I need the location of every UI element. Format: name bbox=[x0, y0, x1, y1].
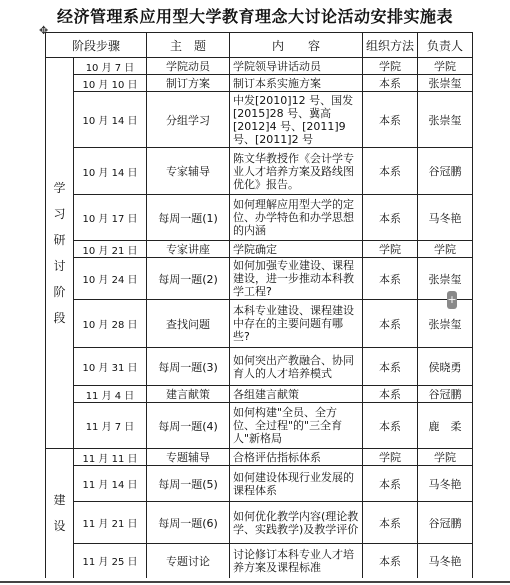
theme-cell: 每周一题(1) bbox=[147, 195, 230, 241]
content-cell: 陈文华教授作《会计学专业人才培养方案及路线图优化》报告。 bbox=[230, 148, 363, 195]
table-row bbox=[46, 92, 473, 148]
owner-cell: 张崇玺 bbox=[418, 75, 473, 92]
table-row bbox=[46, 544, 473, 578]
table-row bbox=[46, 75, 473, 92]
document-title: 经济管理系应用型大学教育理念大讨论活动安排实施表 bbox=[56, 7, 453, 26]
content-cell: 如何理解应用型大学的定位、办学特色和办学思想的内涵 bbox=[230, 195, 363, 241]
theme-cell: 专家讲座 bbox=[147, 241, 230, 258]
theme-cell: 制订方案 bbox=[147, 75, 230, 92]
content-cell: 如何加强专业建设、课程建设，进一步推动本科教学工程? bbox=[230, 258, 363, 300]
table-row bbox=[46, 502, 473, 544]
table-row bbox=[46, 258, 473, 300]
org-cell: 本系 bbox=[363, 75, 418, 92]
date-cell: 11 月 4 日 bbox=[74, 386, 147, 403]
theme-cell: 专家辅导 bbox=[147, 148, 230, 195]
org-cell: 本系 bbox=[363, 300, 418, 348]
table-row bbox=[46, 386, 473, 403]
org-cell: 本系 bbox=[363, 502, 418, 544]
date-cell: 11 月 11 日 bbox=[74, 449, 147, 466]
table-row bbox=[46, 348, 473, 386]
date-cell: 10 月 24 日 bbox=[74, 258, 147, 300]
owner-cell: 张崇玺 bbox=[418, 92, 473, 148]
owner-cell: 张崇玺 bbox=[418, 300, 473, 348]
content-cell: 本科专业建设、课程建设中存在的主要问题有哪些? bbox=[230, 300, 363, 348]
date-cell: 10 月 21 日 bbox=[74, 241, 147, 258]
theme-cell: 每周一题(4) bbox=[147, 403, 230, 449]
content-cell: 如何构建"全员、全方位、全过程"的"三全育人"新格局 bbox=[230, 403, 363, 449]
header-content: 内 容 bbox=[230, 33, 363, 58]
owner-cell: 侯晓勇 bbox=[418, 348, 473, 386]
content-cell: 学院领导讲话动员 bbox=[230, 58, 363, 75]
org-cell: 本系 bbox=[363, 258, 418, 300]
page-bottom-edge bbox=[0, 581, 510, 583]
org-cell: 本系 bbox=[363, 403, 418, 449]
owner-cell: 谷冠鹏 bbox=[418, 148, 473, 195]
owner-cell: 鹿 柔 bbox=[418, 403, 473, 449]
owner-cell: 学院 bbox=[418, 241, 473, 258]
table-row bbox=[46, 241, 473, 258]
table-row bbox=[46, 403, 473, 449]
theme-cell: 建言献策 bbox=[147, 386, 230, 403]
content-cell: 各组建言献策 bbox=[230, 386, 363, 403]
org-cell: 本系 bbox=[363, 348, 418, 386]
date-cell: 11 月 7 日 bbox=[74, 403, 147, 449]
date-cell: 10 月 31 日 bbox=[74, 348, 147, 386]
stage-cell-build bbox=[46, 449, 74, 578]
stage-label: 学习研讨阶段 bbox=[53, 181, 66, 325]
org-cell: 本系 bbox=[363, 544, 418, 578]
owner-cell: 学院 bbox=[418, 58, 473, 75]
owner-cell: 张崇玺 bbox=[418, 258, 473, 300]
stage-label: 建设 bbox=[53, 493, 66, 534]
owner-cell: 谷冠鹏 bbox=[418, 502, 473, 544]
owner-cell: 马冬艳 bbox=[418, 544, 473, 578]
table-row bbox=[46, 58, 473, 75]
date-cell: 11 月 21 日 bbox=[74, 502, 147, 544]
date-cell: 10 月 7 日 bbox=[74, 58, 147, 75]
org-cell: 本系 bbox=[363, 148, 418, 195]
table-header-row bbox=[46, 33, 473, 58]
theme-cell: 查找问题 bbox=[147, 300, 230, 348]
date-cell: 10 月 17 日 bbox=[74, 195, 147, 241]
theme-cell: 每周一题(5) bbox=[147, 466, 230, 502]
org-cell: 本系 bbox=[363, 466, 418, 502]
owner-cell: 马冬艳 bbox=[418, 195, 473, 241]
date-cell: 10 月 28 日 bbox=[74, 300, 147, 348]
owner-cell: 谷冠鹏 bbox=[418, 386, 473, 403]
content-cell: 如何优化教学内容(理论教学、实践教学)及教学评价 bbox=[230, 502, 363, 544]
org-cell: 本系 bbox=[363, 386, 418, 403]
header-org: 组织方法 bbox=[363, 33, 418, 58]
date-cell: 11 月 14 日 bbox=[74, 466, 147, 502]
stage-cell-study bbox=[46, 58, 74, 449]
date-cell: 10 月 14 日 bbox=[74, 92, 147, 148]
org-cell: 学院 bbox=[363, 58, 418, 75]
theme-cell: 专题讨论 bbox=[147, 544, 230, 578]
theme-cell: 分组学习 bbox=[147, 92, 230, 148]
org-cell: 学院 bbox=[363, 241, 418, 258]
content-cell: 合格评估指标体系 bbox=[230, 449, 363, 466]
org-cell: 学院 bbox=[363, 449, 418, 466]
schedule-table bbox=[45, 32, 473, 578]
content-cell: 讨论修订本科专业人才培养方案及课程标准 bbox=[230, 544, 363, 578]
table-row bbox=[46, 300, 473, 348]
table-row bbox=[46, 449, 473, 466]
column-resize-handle-icon[interactable]: + bbox=[447, 291, 457, 309]
owner-cell: 马冬艳 bbox=[418, 466, 473, 502]
date-cell: 10 月 14 日 bbox=[74, 148, 147, 195]
header-stage: 阶段步骤 bbox=[46, 33, 147, 58]
theme-cell: 专题辅导 bbox=[147, 449, 230, 466]
table-row bbox=[46, 195, 473, 241]
theme-cell: 每周一题(6) bbox=[147, 502, 230, 544]
content-cell: 制订本系实施方案 bbox=[230, 75, 363, 92]
table-move-handle-icon[interactable]: ✥ bbox=[39, 24, 49, 37]
theme-cell: 学院动员 bbox=[147, 58, 230, 75]
org-cell: 本系 bbox=[363, 195, 418, 241]
date-cell: 11 月 25 日 bbox=[74, 544, 147, 578]
owner-cell: 学院 bbox=[418, 449, 473, 466]
content-cell: 中发[2010]12 号、国发[2015]28 号、冀高[2012]4 号、[2011]9 号、[2011]2 号 bbox=[230, 92, 363, 148]
content-cell: 如何突出产教融合、协同育人的人才培养模式 bbox=[230, 348, 363, 386]
table-row bbox=[46, 148, 473, 195]
table-row bbox=[46, 466, 473, 502]
theme-cell: 每周一题(3) bbox=[147, 348, 230, 386]
header-owner: 负责人 bbox=[418, 33, 473, 58]
content-cell: 如何建设体现行业发展的课程体系 bbox=[230, 466, 363, 502]
date-cell: 10 月 10 日 bbox=[74, 75, 147, 92]
theme-cell: 每周一题(2) bbox=[147, 258, 230, 300]
org-cell: 本系 bbox=[363, 92, 418, 148]
content-cell: 学院确定 bbox=[230, 241, 363, 258]
header-theme: 主 题 bbox=[147, 33, 230, 58]
